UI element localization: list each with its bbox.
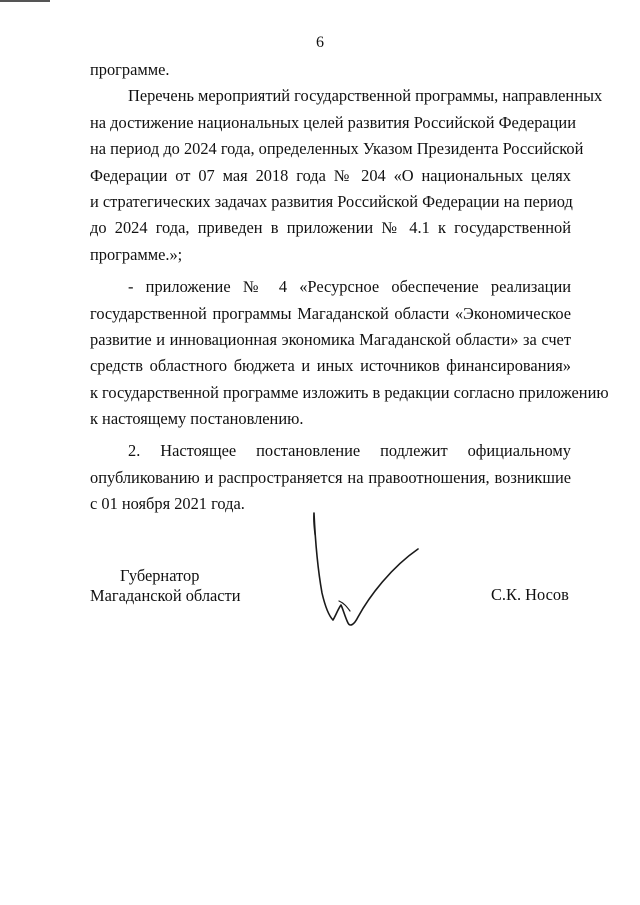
- body-line: государственной программы Магаданской области «Экономическое: [90, 303, 571, 323]
- body-line: и стратегических задачах развития Российской Федерации на период: [90, 191, 573, 211]
- document-body: [90, 57, 609, 518]
- body-line: Федерации от 07 мая 2018 года № 204 «О национальных целях: [90, 165, 571, 185]
- body-line: программе.»;: [90, 244, 183, 264]
- body-line: на достижение национальных целей развития Российской Федерации: [90, 112, 576, 132]
- body-line: до 2024 года, приведен в приложении № 4.1 к государственной: [90, 218, 571, 238]
- governor-title-line: Губернатор: [120, 566, 200, 585]
- body-line: Перечень мероприятий государственной программы, направленных: [128, 86, 603, 106]
- body-line: к настоящему постановлению.: [90, 409, 304, 429]
- body-line: 2. Настоящее постановление подлежит официальному: [128, 441, 571, 461]
- body-line: программе.: [90, 60, 170, 79]
- handwritten-signature: [300, 505, 440, 635]
- body-line: - приложение № 4 «Ресурсное обеспечение реализации: [128, 277, 571, 297]
- governor-name: С.К. Носов: [491, 585, 569, 604]
- page-number: 6: [316, 34, 324, 51]
- body-line: с 01 ноября 2021 года.: [90, 494, 245, 514]
- body-line: к государственной программе изложить в редакции согласно приложению: [90, 382, 609, 402]
- top-edge-rule: [0, 0, 50, 2]
- governor-region-line: Магаданской области: [90, 586, 241, 605]
- body-line: развитие и инновационная экономика Магаданской области» за счет: [90, 329, 571, 349]
- governor-title: [90, 566, 241, 606]
- body-line: на период до 2024 года, определенных Указом Президента Российской: [90, 139, 584, 159]
- body-line: средств областного бюджета и иных источников финансирования»: [90, 356, 571, 376]
- body-line: опубликованию и распространяется на правоотношения, возникшие: [90, 467, 571, 487]
